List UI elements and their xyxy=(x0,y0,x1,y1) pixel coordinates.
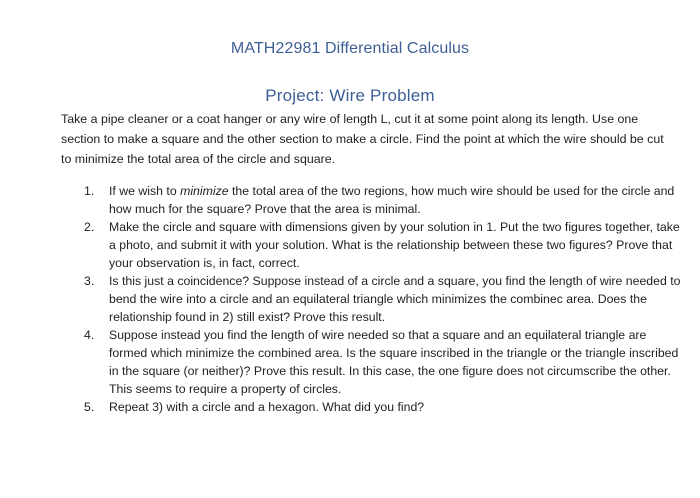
question-number: 4. xyxy=(84,328,95,342)
question-item-3 xyxy=(84,272,684,326)
question-text: Is this just a coincidence? Suppose instead of a circle and a square, you find the length of wire needed to bend the wire into a circle and an equilateral triangle which minimizes the combinec area. Does the relationship found in 2) still exist? Prove this result. xyxy=(109,274,681,324)
intro-paragraph: Take a pipe cleaner or a coat hanger or any wire of length L, cut it at some point along its length. Use one section to make a square and the other section to make a circle. Find the point at which the wire should be cut to minimize the total area of the circle and square. xyxy=(61,112,664,166)
question-item-1 xyxy=(84,182,684,218)
question-text: Make the circle and square with dimensions given by your solution in 1. Put the two figures together, take a photo, and submit it with your solution. What is the relationship between these two figures? Prove that your observation is, in fact, correct. xyxy=(109,220,680,270)
question-item-5 xyxy=(84,398,684,416)
question-number: 5. xyxy=(84,400,95,414)
question-text: Suppose instead you find the length of wire needed so that a square and an equilateral triangle are formed which minimize the combined area. Is the square inscribed in the triangle or the triangle inscribed in the square (or neither)? Prove this result. In this case, the one figure does not circumscribe the other. This seems to require a property of circles. xyxy=(109,328,679,396)
question-list xyxy=(84,182,684,416)
project-title: Project: Wire Problem xyxy=(265,86,435,105)
question-number: 1. xyxy=(84,184,95,198)
question-item-4 xyxy=(84,326,684,398)
question-text: Repeat 3) with a circle and a hexagon. What did you find? xyxy=(109,400,425,414)
question-number: 3. xyxy=(84,274,95,288)
course-title: MATH22981 Differential Calculus xyxy=(230,40,470,57)
emphasized-word: minimize xyxy=(180,184,229,198)
question-number: 2. xyxy=(84,220,95,234)
question-item-2 xyxy=(84,218,684,272)
question-text: If we wish to minimize the total area of the two regions, how much wire should be used for the circle and how much for the square? Prove that the area is minimal. xyxy=(109,184,675,216)
